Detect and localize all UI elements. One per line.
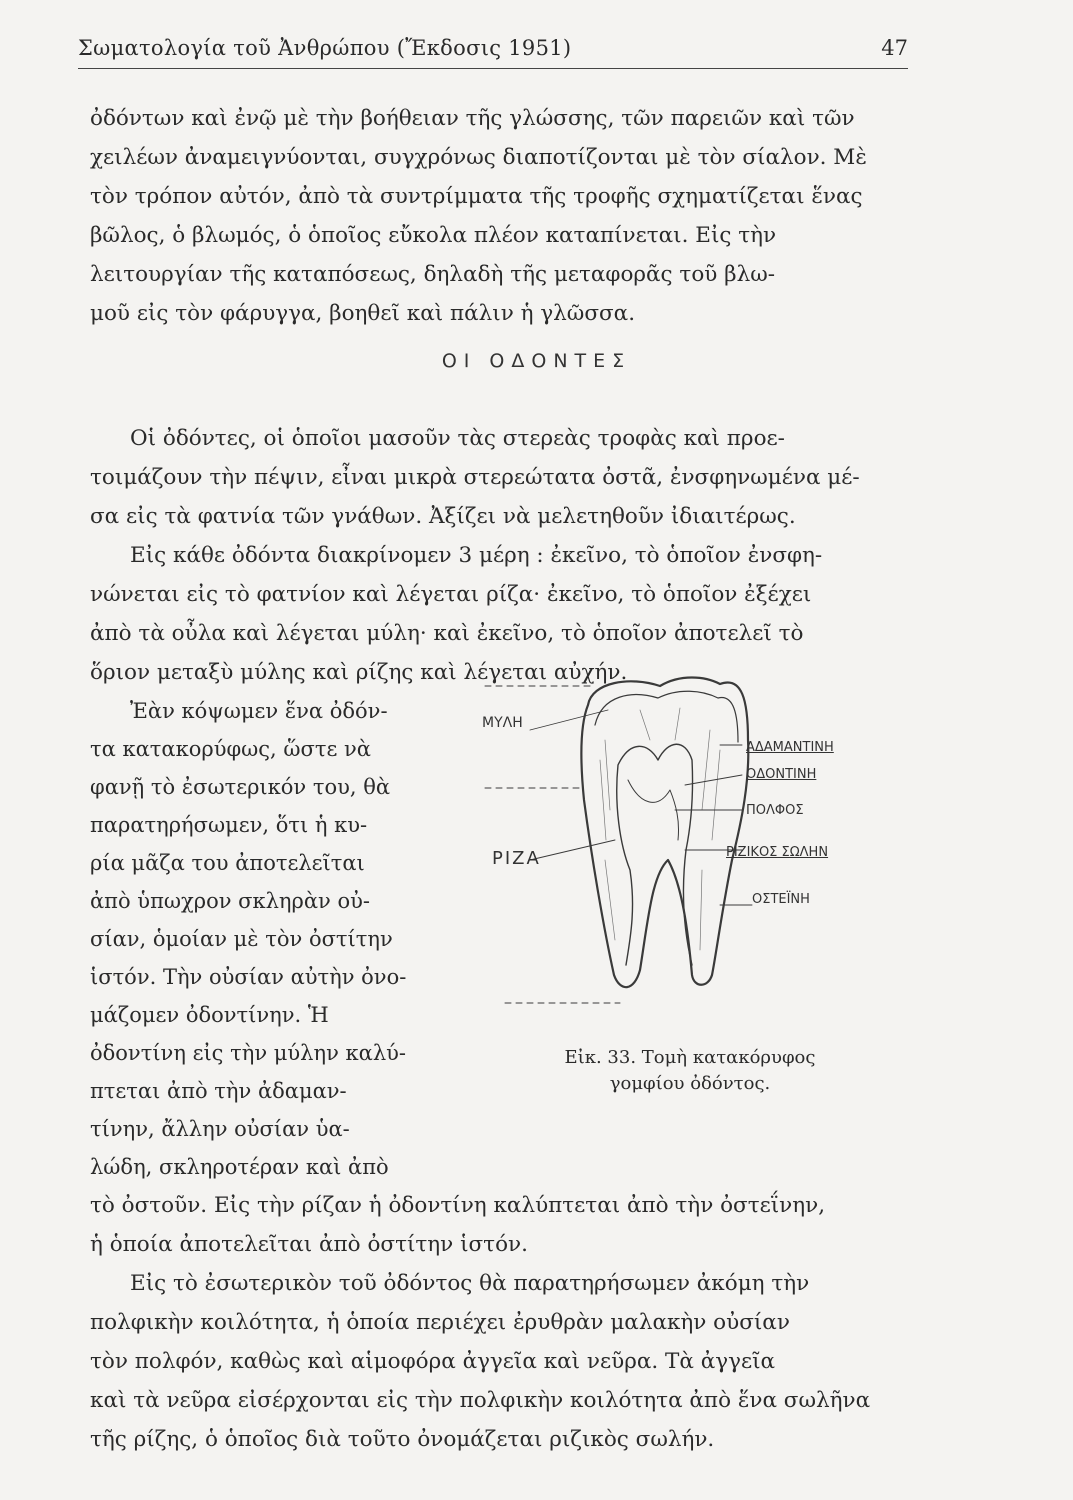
text-line: σα εἰς τὰ φατνία τῶν γνάθων. Ἀξίζει νὰ μελετηθοῦν ἰδιαιτέρως. [90, 504, 796, 529]
text-line: τὸ ὀστοῦν. Εἰς τὴν ρίζαν ἡ ὀδοντίνη καλύπτεται ἀπὸ τὴν ὀστεΐνην, [90, 1193, 826, 1218]
tooth-figure [480, 670, 920, 1060]
figure-caption-line: γομφίου ὀδόντος. [609, 1073, 771, 1094]
text-line: τὸν τρόπον αὐτόν, ἀπὸ τὰ συντρίμματα τῆς τροφῆς σχηματίζεται ἕνας [90, 184, 863, 209]
running-header [78, 30, 908, 69]
label-cementum: ΟΣΤΕΪΝΗ [752, 892, 810, 907]
text-line: τα κατακορύφως, ὥστε νὰ [90, 737, 371, 761]
text-line: ὀδοντίνη εἰς τὴν μύλην καλύ- [90, 1041, 406, 1065]
figure-caption-line: Εἰκ. 33. Τομὴ κατακόρυφος [564, 1047, 816, 1068]
label-crown: ΜΥΛΗ [482, 715, 523, 731]
text-line: ἀπὸ ὑπωχρον σκληρὰν οὐ- [90, 889, 370, 913]
text-line: τῆς ρίζης, ὁ ὁποῖος διὰ τοῦτο ὀνομάζεται ριζικὸς σωλήν. [90, 1427, 715, 1452]
text-line: ὀδόντων καὶ ἐνῷ μὲ τὴν βοήθειαν τῆς γλώσσης, τῶν παρειῶν καὶ τῶν [90, 106, 855, 131]
text-line: τὸν πολφόν, καθὼς καὶ αἱμοφόρα ἀγγεῖα καὶ νεῦρα. Τὰ ἀγγεῖα [90, 1349, 776, 1374]
page-number: 47 [881, 36, 908, 60]
label-dentin: ΟΔΟΝΤΙΝΗ [746, 767, 817, 782]
section-heading: ΟΙ ΟΔΟΝΤΕΣ [441, 350, 632, 372]
text-line: Ἐὰν κόψωμεν ἕνα ὀδόν- [130, 699, 388, 723]
text-line: ἡ ὁποία ἀποτελεῖται ἀπὸ ὀστίτην ἱστόν. [90, 1232, 528, 1257]
text-line: Εἰς τὸ ἐσωτερικὸν τοῦ ὀδόντος θὰ παρατηρήσωμεν ἀκόμη τὴν [130, 1271, 810, 1296]
text-line: νώνεται εἰς τὸ φατνίον καὶ λέγεται ρίζα· ἐκεῖνο, τὸ ὁποῖον ἐξέχει [90, 582, 812, 607]
text-line: σίαν, ὁμοίαν μὲ τὸν ὀστίτην [90, 927, 393, 951]
text-line: καὶ τὰ νεῦρα εἰσέρχονται εἰς τὴν πολφικὴν κοιλότητα ἀπὸ ἕνα σωλῆνα [90, 1388, 871, 1413]
text-line: φανῇ τὸ ἐσωτερικόν του, θὰ [90, 775, 391, 799]
text-line: παρατηρήσωμεν, ὅτι ἡ κυ- [90, 813, 368, 837]
text-line: χειλέων ἀναμειγνύονται, συγχρόνως διαποτίζονται μὲ τὸν σίαλον. Μὲ [90, 145, 867, 170]
label-pulp: ΠΟΛΦΟΣ [746, 803, 804, 818]
text-line: ρία μᾶζα του ἀποτελεῖται [90, 851, 365, 875]
text-line: μάζομεν ὀδοντίνην. Ἡ [90, 1003, 329, 1027]
label-root-canal: ΡΙΖΙΚΟΣ ΣΩΛΗΝ [726, 845, 829, 860]
text-line: λώδη, σκληροτέραν καὶ ἀπὸ [90, 1155, 389, 1179]
header-title: Σωματολογία τοῦ Ἀνθρώπου (Ἔκδοσις 1951) [78, 36, 572, 60]
text-line: μοῦ εἰς τὸν φάρυγγα, βοηθεῖ καὶ πάλιν ἡ γλῶσσα. [90, 301, 636, 326]
label-enamel: ΑΔΑΜΑΝΤΙΝΗ [746, 740, 834, 755]
text-line: ἱστόν. Τὴν οὐσίαν αὐτὴν ὀνο- [90, 965, 407, 989]
text-line: Οἱ ὀδόντες, οἱ ὁποῖοι μασοῦν τὰς στερεὰς τροφὰς καὶ προε- [130, 426, 785, 451]
text-line: ἀπὸ τὰ οὖλα καὶ λέγεται μύλη· καὶ ἐκεῖνο, τὸ ὁποῖον ἀποτελεῖ τὸ [90, 621, 804, 646]
label-root: ΡΙΖΑ [492, 848, 541, 869]
text-line: τίνην, ἄλλην οὐσίαν ὑα- [90, 1117, 350, 1141]
tooth-cross-section-illustration [480, 670, 920, 1060]
text-line: Εἰς κάθε ὀδόντα διακρίνομεν 3 μέρη : ἐκεῖνο, τὸ ὁποῖον ἐνσφη- [130, 543, 823, 568]
text-line: λειτουργίαν τῆς καταπόσεως, δηλαδὴ τῆς μεταφορᾶς τοῦ βλω- [90, 262, 776, 287]
text-line: βῶλος, ὁ βλωμός, ὁ ὁποῖος εὔκολα πλέον καταπίνεται. Εἰς τὴν [90, 223, 777, 248]
text-line: ὅριον μεταξὺ μύλης καὶ ρίζης καὶ λέγεται αὐχήν. [90, 660, 628, 685]
text-line: πτεται ἀπὸ τὴν ἀδαμαν- [90, 1079, 347, 1103]
text-line: πολφικὴν κοιλότητα, ἡ ὁποία περιέχει ἐρυθρὰν μαλακὴν οὐσίαν [90, 1310, 790, 1335]
text-line: τοιμάζουν τὴν πέψιν, εἶναι μικρὰ στερεώτατα ὀστᾶ, ἐνσφηνωμένα μέ- [90, 465, 860, 490]
